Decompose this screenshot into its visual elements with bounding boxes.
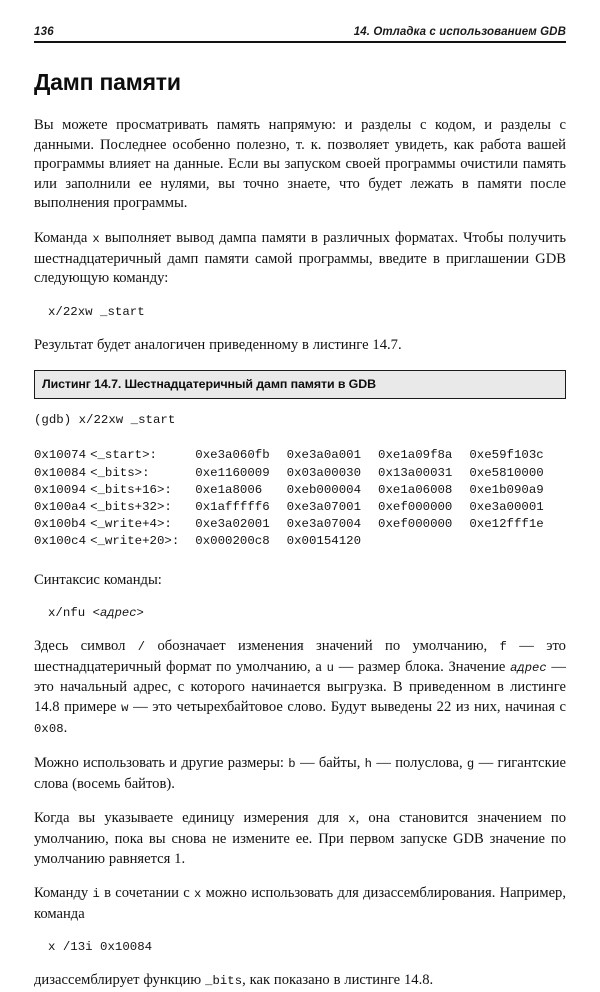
inline-code-x3: x (193, 887, 202, 902)
dump-word: 0x1afffff6 (195, 499, 270, 514)
memory-dump-row (34, 465, 544, 482)
dump-address: 0x100b4 (34, 517, 87, 532)
text-run: , как показано в листинге 14.8. (242, 972, 434, 989)
text-run: можно использовать для дизассемблирования. Например, команда (34, 885, 566, 922)
text-run: , она становится значением по умолчанию, пока вы снова не измените ее. При первом запуске GDB значение по умолчанию равняется 1. (34, 810, 567, 867)
page-number: 136 (34, 26, 54, 38)
dump-symbol-label: <_start>: (90, 448, 157, 463)
inline-code-u: u (326, 660, 335, 675)
header-rule (34, 41, 566, 43)
memory-dump-body (34, 447, 544, 550)
memory-dump-row (34, 516, 544, 533)
dump-word: 0xe12fff1e (469, 517, 544, 532)
dump-word: 0xe3a00001 (469, 499, 544, 514)
text-run: в сочетании с (99, 885, 194, 902)
dump-address: 0x100a4 (34, 499, 87, 514)
dump-word: 0xe5810000 (469, 465, 544, 480)
memory-dump-row (34, 499, 544, 516)
gdb-prompt-line: (gdb) x/22xw _start (34, 413, 176, 428)
inline-code-i: i (92, 887, 100, 902)
code-block-disasm: x /13i 0x10084 (48, 940, 153, 955)
inline-code-h: h (364, 757, 373, 772)
dump-word: 0x13a00031 (378, 465, 453, 480)
paragraph-default-unit (34, 809, 566, 869)
dump-word: 0xef000000 (378, 499, 453, 514)
dump-symbol-label: <_bits+32>: (90, 499, 172, 514)
inline-code-address: адрес (510, 660, 547, 675)
dump-word: 0xef000000 (378, 517, 453, 532)
inline-code-slash: / (137, 640, 146, 655)
paragraph-disassembly (34, 884, 566, 924)
text-run: — это шестнадцатеричный формат по умолчанию, а (34, 638, 566, 675)
text-run: дизассемблирует функцию (34, 972, 206, 989)
dump-symbol-label: <_write+20>: (90, 534, 180, 549)
dump-word: 0x03a00030 (286, 465, 362, 480)
listing-caption-bar (34, 370, 566, 399)
paragraph-result-note: Результат будет аналогичен приведенному в листинге 14.7. (34, 336, 402, 353)
code-block-syntax (34, 605, 566, 622)
memory-dump-row (34, 482, 544, 499)
inline-code-0x08: 0x08 (34, 721, 64, 736)
text-run: Команда (34, 229, 93, 246)
inline-code-x2: x (348, 812, 356, 827)
dump-word: 0xe3a02001 (195, 517, 270, 532)
dump-word: 0xe3a060fb (195, 448, 270, 463)
dump-word: 0xe1a06008 (378, 482, 453, 497)
text-run: выполняет вывод дампа памяти в различных форматах. Чтобы получить шестнадцатеричный дамп памяти самой программы, введите в приглашении GDB следующую команду: (34, 229, 567, 287)
dump-word: 0xe3a07004 (286, 517, 362, 532)
inline-code-b: b (288, 757, 296, 772)
paragraph-other-sizes (34, 754, 566, 794)
chapter-title: 14. Отладка с использованием GDB (353, 26, 566, 38)
memory-dump-row (34, 447, 544, 464)
dump-symbol-label: <_write+4>: (90, 517, 172, 532)
memory-dump-row (34, 533, 544, 550)
text-run: Команду (34, 885, 93, 902)
memory-dump-table (34, 447, 544, 550)
text-run: — это четырехбайтовое слово. Будут выведены 22 из них, начиная с (128, 698, 566, 715)
text-run: Здесь символ (34, 638, 138, 655)
dump-word: 0xe1a09f8a (378, 448, 453, 463)
dump-word: 0x000200c8 (195, 534, 270, 549)
inline-code-g: g (466, 757, 475, 772)
dump-word: 0x00154120 (286, 534, 362, 549)
text-run: Когда вы указываете единицу измерения для (34, 810, 349, 827)
dump-word: 0xe1a8006 (195, 482, 263, 497)
running-head (34, 26, 566, 41)
syntax-command: x/nfu (48, 606, 93, 621)
text-run: Можно использовать и другие размеры: (34, 755, 289, 772)
listing-caption: Листинг 14.7. Шестнадцатеричный дамп памяти в GDB (42, 377, 376, 392)
dump-word: 0xeb000004 (286, 482, 362, 497)
dump-word: 0xe3a0a001 (286, 448, 362, 463)
dump-word: 0xe1160009 (195, 465, 270, 480)
dump-address: 0x10084 (34, 465, 87, 480)
syntax-argument: <адрес> (92, 606, 144, 621)
dump-word (469, 533, 543, 550)
text-run: — это начальный адрес, с которого начинается выгрузка. В приведенном в листинге 14.8 примере (34, 658, 566, 715)
dump-word: 0xe3a07001 (286, 499, 362, 514)
text-run: — полуслова, (372, 755, 467, 772)
dump-word: 0xe1b090a9 (469, 482, 544, 497)
dump-symbol-label: <_bits>: (90, 465, 150, 480)
dump-symbol-label: <_bits+16>: (90, 482, 172, 497)
paragraph-syntax-label: Синтаксис команды: (34, 571, 162, 588)
dump-word: 0xe59f103c (469, 448, 544, 463)
page-content (34, 26, 566, 992)
page-title: Дамп памяти (34, 69, 181, 95)
inline-code-x: x (92, 231, 100, 246)
paragraph-syntax-explained (34, 637, 566, 739)
dump-address: 0x100c4 (34, 534, 87, 549)
paragraph-x-command (34, 229, 566, 289)
text-run: обозначает изменения значений по умолчанию, (145, 638, 500, 655)
text-run: — байты, (295, 755, 365, 772)
dump-address: 0x10074 (34, 448, 87, 463)
inline-code-bits: _bits (205, 974, 243, 989)
text-run: — гигантские слова (восемь байтов). (34, 755, 566, 792)
text-run: — размер блока. Значение (334, 658, 511, 675)
code-block-x-command: x/22xw _start (48, 304, 145, 319)
inline-code-w: w (121, 700, 129, 715)
dump-word (378, 533, 469, 550)
dump-address: 0x10094 (34, 482, 87, 497)
text-run: . (63, 719, 68, 736)
inline-code-f: f (499, 640, 507, 655)
paragraph-disasm-result (34, 971, 566, 992)
paragraph-intro: Вы можете просматривать память напрямую: и разделы с кодом, и разделы с данными. Последнее особенно полезно, т. к. позволяет увидеть, как работа вашей программы влияет на данные. Если вы запуском своей программы очистили память или заполнили ее нулями, вы точно знаете, что будет лежать в памяти после выполнения программы. (34, 117, 566, 212)
